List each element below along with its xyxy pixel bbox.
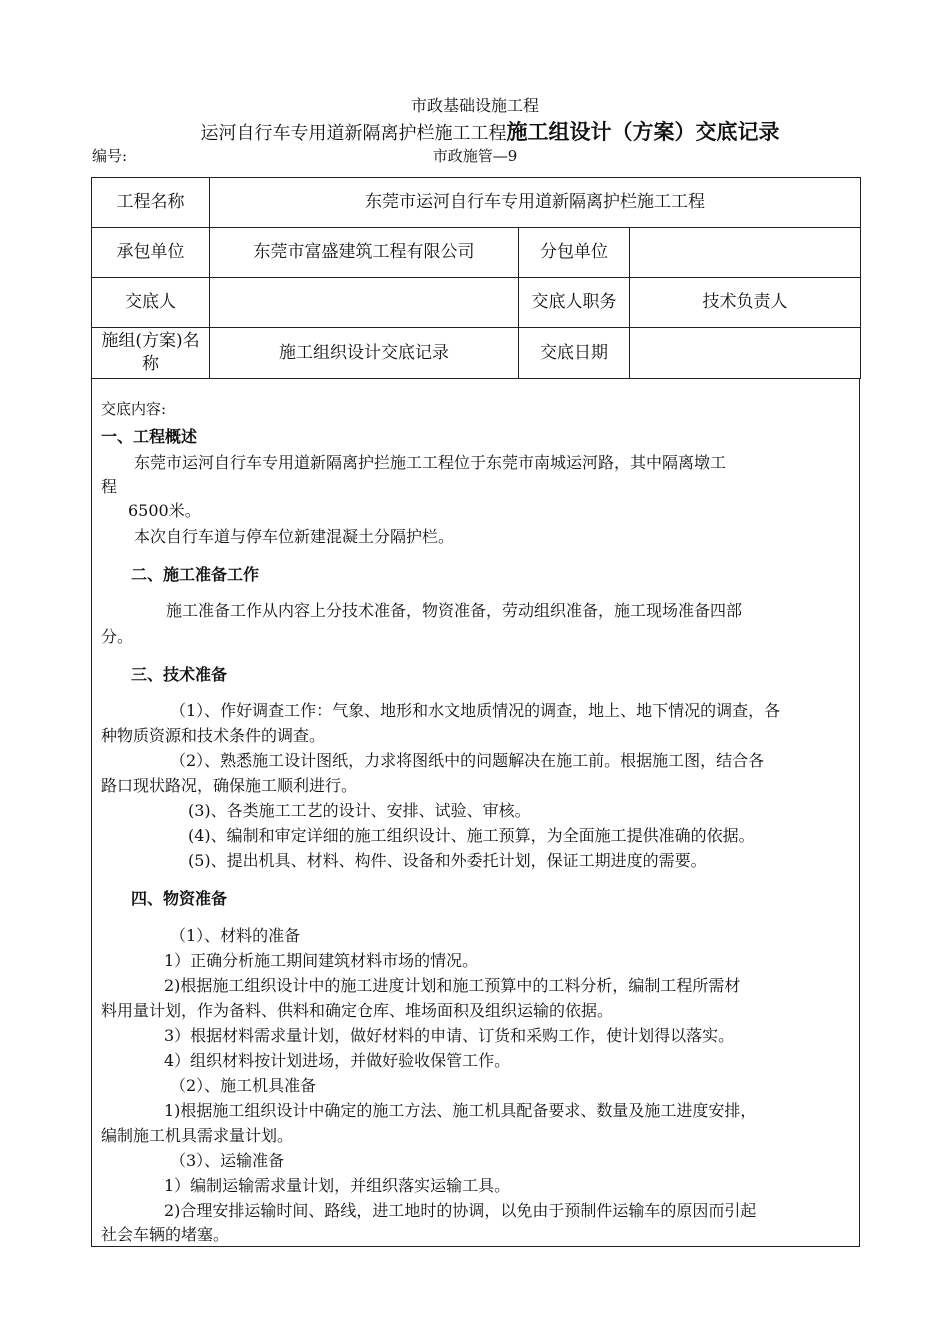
section-title: 一、工程概述: [101, 427, 198, 446]
paragraph: 3）根据材料需求量计划，做好材料的申请、订货和采购工作，使计划得以落实。: [164, 1026, 735, 1045]
document-category: 市政基础设施工程: [410, 96, 539, 115]
table-row: [92, 178, 861, 228]
paragraph: 1）正确分析施工期间建筑材料市场的情况。: [164, 951, 479, 970]
table-row: [92, 328, 861, 379]
project-name-label: 工程名称: [92, 178, 210, 228]
paragraph: 分。: [101, 627, 134, 646]
project-title: 运河自行车专用道新隔离护栏施工工程: [200, 123, 507, 144]
briefing-content: [91, 378, 860, 1247]
info-table: [91, 177, 861, 379]
paragraph: 料用量计划，作为备料、供料和确定仓库、堆场面积及组织运输的依据。: [101, 1001, 614, 1020]
paragraph: 本次自行车道与停车位新建混凝土分隔护栏。: [134, 527, 455, 546]
paragraph: 2)合理安排运输时间、路线，进工地时的协调，以免由于预制件运输车的原因而引起: [164, 1201, 757, 1220]
record-title: 施工组设计（方案）交底记录: [506, 119, 780, 144]
paragraph: (4)、编制和审定详细的施工组织设计、施工预算，为全面施工提供准确的依据。: [188, 826, 755, 845]
paragraph: (5)、提出机具、材料、构件、设备和外委托计划，保证工期进度的需要。: [188, 851, 707, 870]
section-title: 二、施工准备工作: [131, 565, 260, 584]
plan-name-label: 施组(方案)名称: [92, 328, 210, 379]
contractor-label: 承包单位: [92, 228, 210, 278]
section-title: 四、物资准备: [131, 889, 228, 908]
subcontractor-value: [630, 228, 861, 278]
paragraph: （3）、运输准备: [170, 1151, 285, 1170]
presenter-title-label: 交底人职务: [519, 278, 630, 328]
paragraph: 1）编制运输需求量计划，并组织落实运输工具。: [164, 1176, 511, 1195]
paragraph: 编制施工机具需求量计划。: [101, 1126, 294, 1145]
paragraph: （2）、施工机具准备: [170, 1076, 317, 1095]
contractor-value: 东莞市富盛建筑工程有限公司: [210, 228, 519, 278]
paragraph: 1)根据施工组织设计中确定的施工方法、施工机具配备要求、数量及施工进度安排，: [164, 1101, 757, 1120]
paragraph: 东莞市运河自行车专用道新隔离护拦施工工程位于东莞市南城运河路，其中隔离墩工: [134, 453, 727, 472]
paragraph: 4）组织材料按计划进场，并做好验收保管工作。: [164, 1051, 511, 1070]
presenter-title-value: 技术负责人: [630, 278, 861, 328]
paragraph: 程: [101, 477, 118, 496]
paragraph: 2)根据施工组织设计中的施工进度计划和施工预算中的工料分析，编制工程所需材: [164, 976, 741, 995]
presenter-label: 交底人: [92, 278, 210, 328]
content-intro: 交底内容:: [101, 400, 167, 418]
paragraph: (3)、各类施工工艺的设计、安排、试验、审核。: [188, 801, 531, 820]
paragraph: （1）、作好调查工作：气象、地形和水文地质情况的调查，地上、地下情况的调查，各: [170, 701, 781, 720]
plan-name-value: 施工组织设计交底记录: [210, 328, 519, 379]
paragraph: 6500米。: [128, 501, 201, 520]
project-name-value: 东莞市运河自行车专用道新隔离护栏施工工程: [210, 178, 861, 228]
date-value: [630, 328, 861, 379]
table-row: [92, 278, 861, 328]
form-code: 市政施管—9: [432, 147, 518, 165]
paragraph: （1）、材料的准备: [170, 926, 301, 945]
date-label: 交底日期: [519, 328, 630, 379]
paragraph: （2）、熟悉施工设计图纸，力求将图纸中的问题解决在施工前。根据施工图，结合各: [170, 751, 765, 770]
paragraph: 施工准备工作从内容上分技术准备，物资准备，劳动组织准备，施工现场准备四部: [166, 601, 743, 620]
table-row: [92, 228, 861, 278]
presenter-value: [210, 278, 519, 328]
paragraph: 社会车辆的堵塞。: [101, 1225, 230, 1244]
number-label: 编号:: [92, 147, 128, 165]
section-title: 三、技术准备: [131, 665, 228, 684]
paragraph: 路口现状路况，确保施工顺利进行。: [101, 776, 358, 795]
paragraph: 种物质资源和技术条件的调查。: [101, 726, 326, 745]
document-title: [0, 116, 950, 146]
subcontractor-label: 分包单位: [519, 228, 630, 278]
